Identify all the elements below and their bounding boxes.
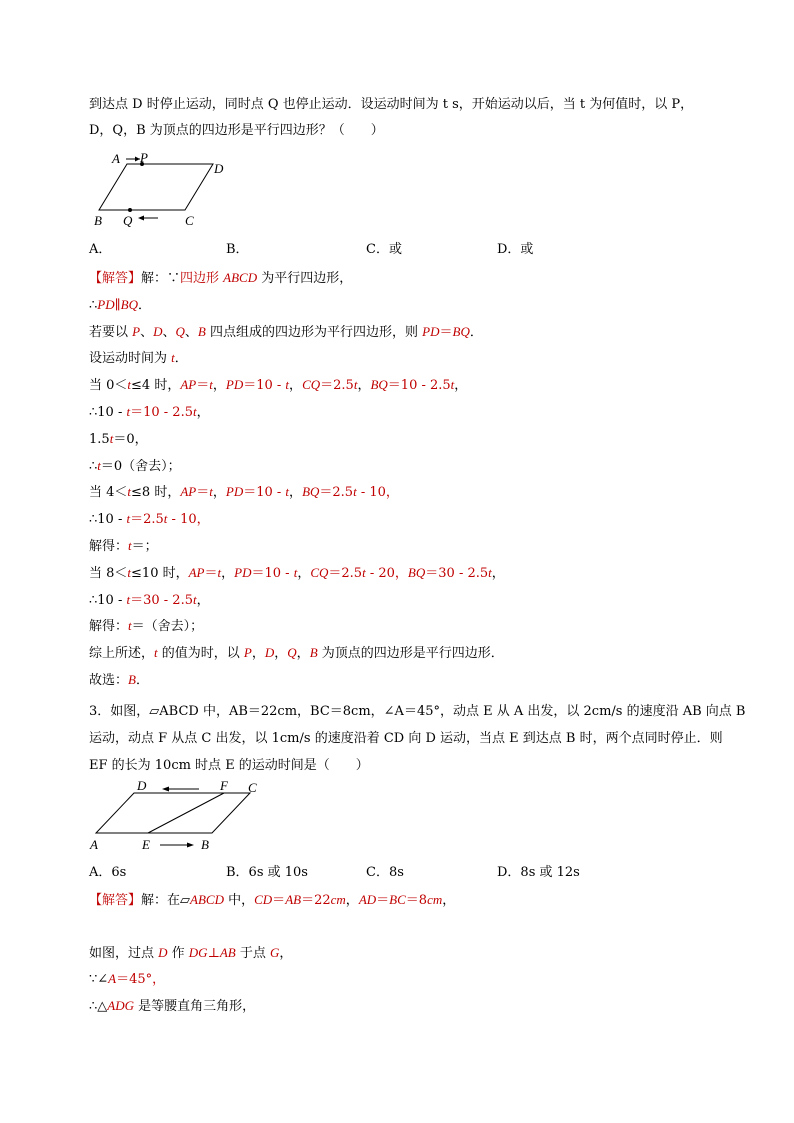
- solution-segment: ＝: [196, 378, 210, 394]
- solution-line-t4: [89, 997, 255, 1016]
- label-c: C: [185, 213, 194, 228]
- solution-segment: t: [353, 484, 357, 500]
- label-f: F: [220, 779, 228, 793]
- solution-segment: ∥: [114, 297, 121, 313]
- solution-segment: ＝2.5: [328, 565, 363, 581]
- solution-segment: D: [153, 323, 163, 339]
- solution-segment: PD: [422, 323, 440, 339]
- solution-segment: ＝: [272, 893, 286, 908]
- solution-segment: t: [126, 404, 131, 419]
- solution-segment: 【解答】: [89, 893, 142, 908]
- solution-segment: ，: [251, 646, 265, 662]
- solution-segment: 、: [184, 324, 198, 340]
- solution-line-s8: [89, 457, 181, 476]
- solution-segment: t: [128, 538, 132, 553]
- solution-segment: t: [128, 618, 132, 634]
- solution-segment: ∴10 -: [89, 592, 127, 608]
- solution-segment: P: [243, 645, 252, 661]
- solution-segment: ⊥: [207, 946, 220, 961]
- solution-segment: t: [126, 511, 131, 527]
- solution-segment: 于点: [235, 946, 270, 961]
- q3-parallelogram-figure: [88, 779, 268, 855]
- solution-segment: 当 4＜: [89, 485, 128, 501]
- solution-segment: 中，: [223, 893, 255, 908]
- solution-segment: ＝30 - 2.5: [425, 565, 489, 581]
- solution-line-s9: [89, 483, 399, 502]
- solution-segment: 故选：: [89, 673, 129, 688]
- solution-segment: ≤10 时，: [131, 565, 189, 581]
- q2-intro-line-2: D，Q，B 为顶点的四边形是平行四边形？（ ）: [89, 123, 384, 138]
- solution-segment: t: [353, 377, 358, 393]
- solution-segment: B: [197, 323, 206, 339]
- solution-segment: CQ: [302, 377, 321, 393]
- solution-segment: ，: [221, 565, 235, 581]
- solution-line-s13: [89, 591, 210, 610]
- solution-segment: BQ: [302, 484, 320, 500]
- solution-segment: t: [209, 484, 213, 500]
- solution-segment: t: [450, 377, 455, 393]
- q3-option-a: A．6s: [89, 865, 127, 880]
- solution-segment: ABCD: [223, 270, 258, 285]
- solution-segment: ，: [289, 485, 303, 501]
- solution-segment: BQ: [370, 377, 388, 393]
- solution-segment: ＝: [439, 324, 453, 340]
- solution-segment: ADG: [107, 998, 134, 1013]
- solution-segment: B: [309, 645, 318, 661]
- solution-line-s16: [89, 671, 149, 690]
- solution-segment: 是等腰直角三角形，: [134, 999, 256, 1014]
- solution-segment: PD: [97, 296, 115, 312]
- solution-segment: 设运动时间为: [89, 351, 172, 367]
- solution-segment: t: [127, 377, 132, 393]
- q3-stem-line-2: 运动，动点 F 从点 C 出发，以 1cm/s 的速度沿着 CD 向 D 运动，当点 E 到达点 B 时，两个点同时停止．则: [89, 731, 723, 746]
- solution-segment: 作: [167, 946, 189, 961]
- solution-segment: t: [362, 564, 366, 580]
- solution-segment: ∴10 -: [89, 405, 127, 420]
- solution-segment: ≤8 时，: [131, 485, 181, 501]
- solution-segment: ＝10 -: [243, 485, 286, 501]
- solution-segment: t: [293, 564, 298, 580]
- solution-segment: t: [217, 564, 222, 580]
- solution-segment: 当 0＜: [89, 378, 128, 394]
- solution-segment: - 10，: [167, 512, 210, 528]
- solution-segment: ＝（舍去）；: [131, 619, 204, 635]
- solution-line-s2: [89, 296, 151, 315]
- solution-segment: CD: [254, 892, 273, 907]
- solution-segment: ＝: [376, 893, 390, 908]
- solution-segment: t: [209, 377, 213, 393]
- solution-segment: ∴10 -: [89, 512, 127, 528]
- solution-segment: 解：∵: [141, 271, 181, 286]
- solution-line-t1: [89, 891, 455, 910]
- solution-segment: P: [132, 323, 141, 339]
- solution-segment: 的值为时，以: [157, 646, 244, 662]
- q3-option-b: B．6s 或 10s: [226, 865, 308, 880]
- solution-segment: Q: [175, 323, 185, 339]
- solution-line-t3: [89, 970, 165, 989]
- solution-segment: AB: [285, 892, 302, 907]
- solution-segment: ，: [297, 565, 311, 581]
- solution-segment: ＝10 - 2.5: [130, 405, 193, 420]
- solution-segment: ，: [491, 565, 505, 581]
- solution-segment: ＝0，: [113, 431, 148, 447]
- solution-segment: ＝8: [405, 893, 428, 908]
- solution-segment: ∴: [89, 458, 98, 474]
- solution-segment: cm: [330, 892, 346, 907]
- solution-line-s15: [89, 644, 504, 663]
- solution-segment: 四点组成的四边形为平行四边形，则: [205, 324, 423, 340]
- solution-segment: t: [192, 404, 197, 419]
- solution-segment: ，: [454, 378, 468, 394]
- solution-segment: DG: [188, 945, 208, 960]
- solution-segment: t: [171, 350, 175, 366]
- solution-segment: 1.5: [89, 431, 110, 447]
- solution-segment: 、: [162, 324, 176, 340]
- solution-segment: BQ: [452, 323, 470, 339]
- q2-parallelogram-figure: [88, 148, 248, 230]
- solution-segment: ．: [469, 324, 483, 340]
- q3-stem-line-3: EF 的长为 10cm 时点 E 的运动时间是（ ）: [89, 758, 369, 773]
- solution-segment: 、: [140, 324, 154, 340]
- solution-line-t2: [89, 944, 292, 963]
- solution-segment: t: [109, 430, 114, 446]
- solution-line-s11: [89, 537, 158, 556]
- solution-line-s1: [89, 269, 352, 288]
- solution-segment: cm: [427, 892, 443, 907]
- solution-segment: ，: [357, 378, 371, 394]
- solution-segment: - 20，: [365, 565, 408, 581]
- solution-segment: t: [97, 457, 101, 473]
- solution-line-s10: [89, 510, 210, 529]
- q3-option-d: D．8s 或 12s: [497, 865, 580, 880]
- solution-segment: AP: [180, 377, 197, 393]
- label-b: B: [201, 837, 209, 852]
- solution-segment: 如图，过点: [89, 946, 159, 961]
- solution-segment: 【解答】: [89, 271, 142, 286]
- solution-segment: ．: [135, 673, 149, 688]
- solution-segment: ，: [196, 592, 210, 608]
- solution-segment: ＝2.5: [319, 485, 354, 501]
- solution-segment: ＝10 - 2.5: [387, 378, 451, 394]
- q2-option-b: B．: [226, 242, 249, 257]
- label-d: D: [137, 779, 147, 793]
- solution-segment: ＝30 - 2.5: [130, 592, 193, 608]
- solution-segment: PD: [225, 377, 244, 393]
- solution-segment: ，: [212, 485, 226, 501]
- q2-option-a: A．: [89, 242, 112, 257]
- solution-segment: ．: [174, 351, 188, 367]
- solution-segment: AB: [219, 945, 236, 960]
- q3-stem-line-1: 3．如图，▱ABCD 中，AB＝22cm，BC＝8cm，∠A＝45°，动点 E 从 A 出发，以 2cm/s 的速度沿 AB 向点 B: [89, 704, 746, 719]
- solution-segment: ＝: [196, 485, 210, 501]
- solution-segment: ．: [137, 297, 151, 313]
- solution-segment: BQ: [120, 296, 138, 312]
- solution-segment: ＝10 -: [243, 378, 286, 394]
- solution-segment: t: [488, 564, 492, 580]
- solution-segment: CQ: [310, 564, 329, 580]
- solution-segment: AP: [188, 564, 205, 580]
- solution-segment: ∴△: [89, 999, 108, 1014]
- solution-segment: ＝；: [131, 539, 158, 554]
- solution-segment: ∵∠: [89, 972, 109, 987]
- solution-segment: 若要以: [89, 324, 133, 340]
- q3-option-c: C．8s: [366, 865, 404, 880]
- label-a: A: [112, 151, 120, 166]
- solution-segment: t: [285, 484, 290, 500]
- q2-intro-line-1: 到达点 D 时停止运动，同时点 Q 也停止运动．设运动时间为 t s，开始运动以后，当 t 为何值时，以 P，: [89, 97, 694, 112]
- solution-segment: 解得：: [89, 619, 129, 635]
- solution-segment: ，: [274, 646, 288, 662]
- solution-line-s3: [89, 323, 483, 342]
- label-q: Q: [123, 213, 133, 228]
- solution-segment: BC: [389, 892, 406, 907]
- solution-segment: ＝: [204, 565, 218, 581]
- solution-line-s6: [89, 403, 210, 422]
- solution-segment: ，: [212, 378, 226, 394]
- solution-segment: ＝22: [301, 893, 331, 908]
- solution-line-s12: [89, 564, 505, 583]
- solution-segment: 解：在▱: [141, 893, 191, 908]
- solution-segment: ＝10 -: [251, 565, 294, 581]
- label-e: E: [142, 837, 150, 852]
- solution-segment: A: [108, 971, 117, 986]
- label-d: D: [214, 161, 224, 176]
- solution-line-s7: [89, 430, 148, 449]
- solution-segment: - 10，: [356, 485, 399, 501]
- solution-segment: ＝0（舍去）；: [100, 458, 181, 474]
- solution-segment: ＝45°，: [116, 972, 166, 987]
- label-c: C: [248, 780, 257, 795]
- solution-line-s14: [89, 617, 203, 636]
- solution-segment: 解得：: [89, 539, 129, 554]
- solution-segment: G: [269, 945, 280, 960]
- solution-line-s5: [89, 376, 467, 395]
- solution-segment: t: [154, 645, 158, 661]
- solution-segment: AD: [358, 892, 377, 907]
- solution-segment: ≤4 时，: [131, 378, 181, 394]
- solution-segment: 综上所述，: [89, 646, 155, 662]
- label-a: A: [90, 837, 98, 852]
- solution-segment: ＝2.5: [320, 378, 354, 394]
- solution-segment: ∴: [89, 297, 98, 313]
- solution-segment: ，: [442, 893, 456, 908]
- solution-segment: ＝2.5: [130, 512, 164, 528]
- solution-segment: Q: [287, 645, 297, 661]
- solution-segment: ，: [279, 946, 293, 961]
- label-b: B: [94, 213, 102, 228]
- solution-segment: t: [127, 484, 132, 500]
- solution-segment: D: [264, 645, 275, 661]
- solution-segment: ，: [289, 378, 303, 394]
- solution-segment: ，: [196, 405, 210, 420]
- solution-segment: t: [127, 564, 132, 580]
- solution-segment: t: [285, 377, 290, 393]
- q2-option-c: C．或: [366, 242, 402, 257]
- solution-segment: D: [158, 945, 168, 960]
- solution-segment: AP: [180, 484, 197, 500]
- label-p: P: [140, 150, 148, 165]
- solution-segment: 四边形: [180, 271, 224, 286]
- solution-segment: t: [163, 511, 168, 527]
- solution-segment: PD: [225, 484, 244, 500]
- solution-segment: ，: [296, 646, 310, 662]
- solution-segment: ABCD: [190, 892, 224, 907]
- solution-segment: t: [192, 591, 197, 607]
- solution-segment: PD: [234, 564, 252, 580]
- solution-segment: BQ: [407, 564, 426, 580]
- q2-option-d: D．或: [497, 242, 534, 257]
- solution-segment: 当 8＜: [89, 565, 128, 581]
- solution-line-s4: [89, 349, 188, 368]
- solution-segment: B: [128, 672, 136, 687]
- solution-segment: 为顶点的四边形是平行四边形．: [317, 646, 504, 662]
- solution-segment: t: [126, 591, 131, 607]
- solution-segment: 为平行四边形，: [257, 271, 353, 286]
- solution-segment: ，: [345, 893, 359, 908]
